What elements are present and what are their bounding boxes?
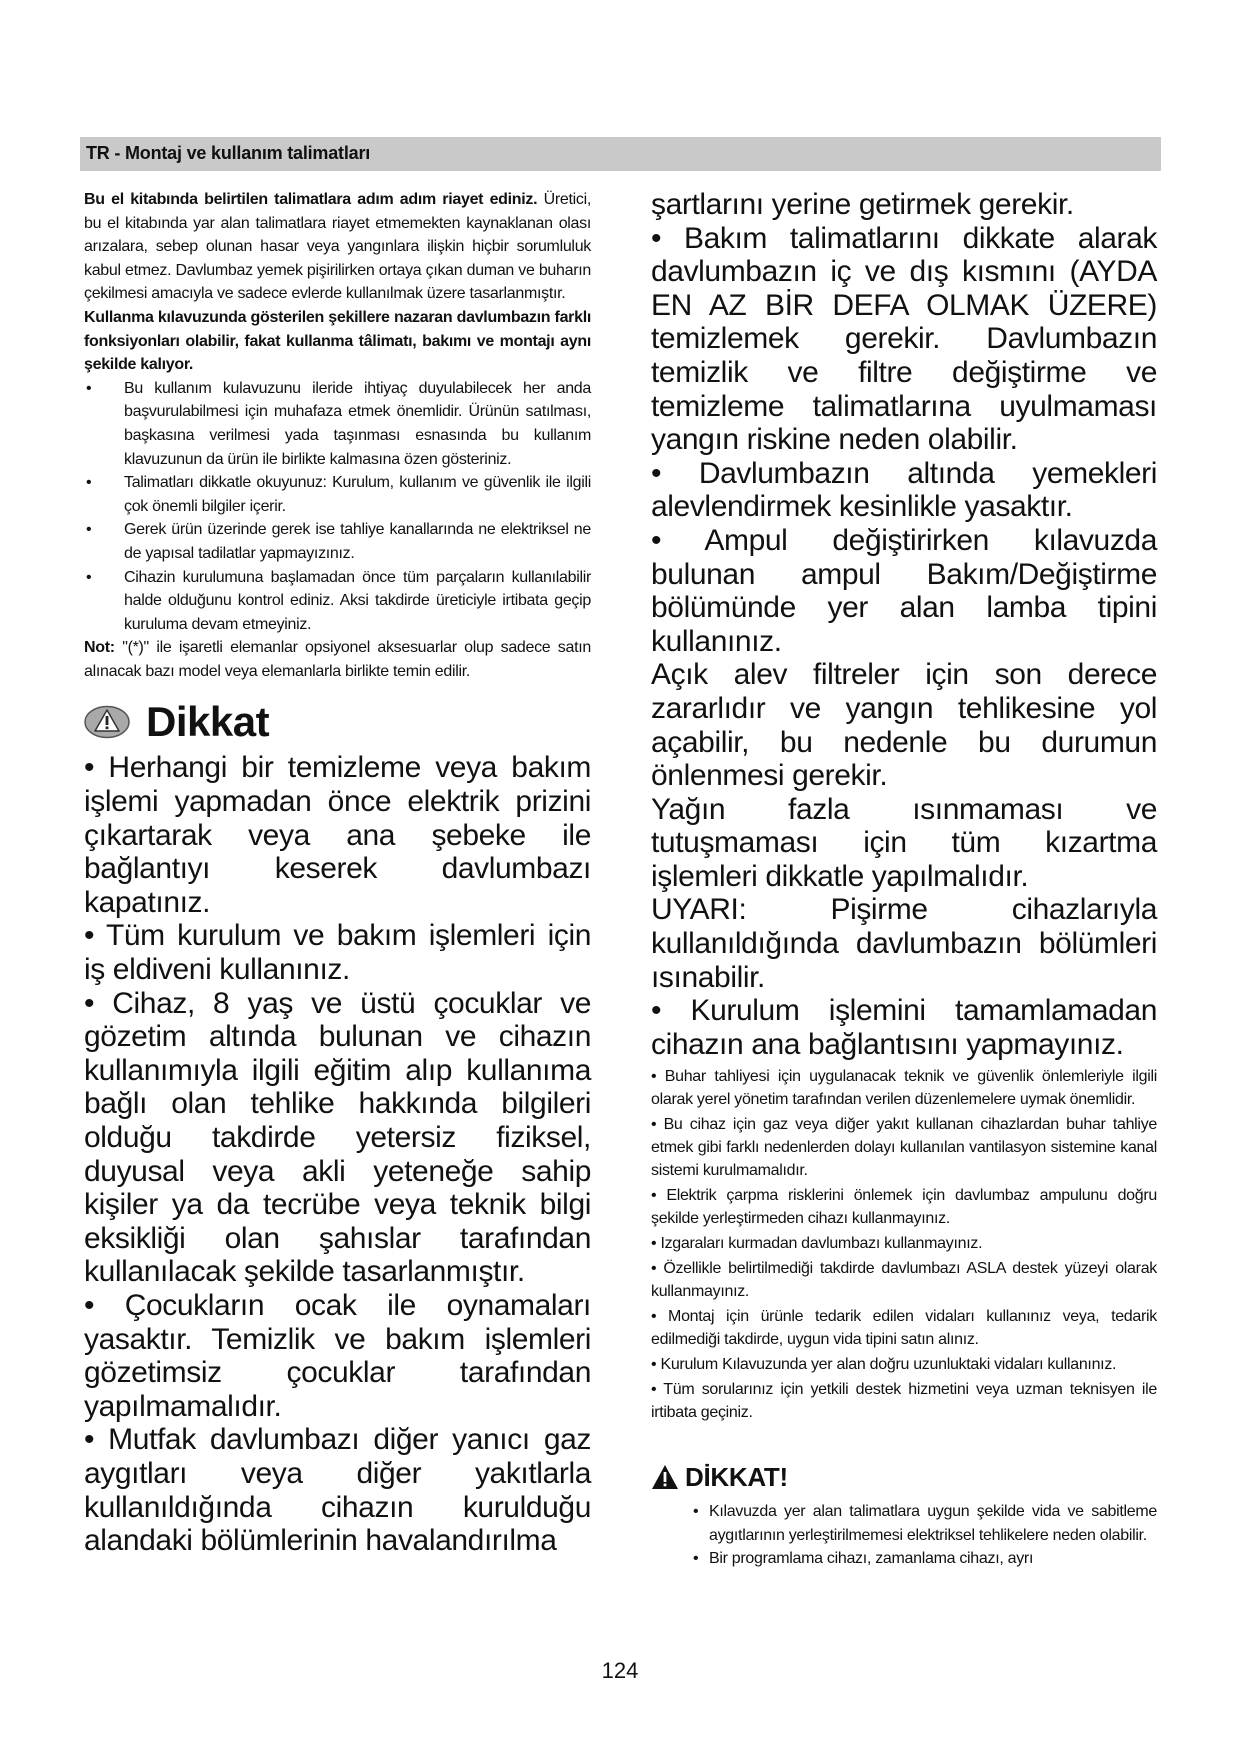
dikkat-paragraph: • Çocukların ocak ile oynamaları yasaktır. Temizlik ve bakım işlemleri gözetimsiz çocuklar tarafından yapılmamalıdır. — [84, 1288, 591, 1423]
list-item: • Cihazin kurulumuna başlamadan önce tüm parçaların kullanılabilir halde olduğunu kontrol ediniz. Aksi takdirde üreticiyle irtibata geçip kuruluma devam etmeyiniz. — [84, 566, 591, 637]
list-item: • Talimatları dikkatle okuyunuz: Kurulum, kullanım ve güvenlik ile ilgili çok önemli bilgiler içerir. — [84, 471, 591, 518]
left-column — [84, 188, 591, 1558]
safety-paragraph: • Bu cihaz için gaz veya diğer yakıt kullanan cihazlardan buhar tahliye etmek gibi farklı nedenlerden dolayı kullanılan vantilasyon sistemine kanal sistemi kurulmamalıdır. — [651, 1116, 1157, 1180]
warning-paragraph: UYARI: Pişirme cihazlarıyla kullanıldığında davlumbazın bölümleri ısınabilir. — [651, 893, 1157, 994]
warning-paragraph: Yağın fazla ısınmaması ve tutuşmaması için tüm kızartma işlemleri dikkatle yapılmalıdır. — [651, 792, 1157, 893]
safety-paragraph: • Elektrik çarpma risklerini önlemek için davlumbaz ampulunu doğru şekilde yerleştirmeden cihazı kullanmayınız. — [651, 1187, 1157, 1228]
dikkat-paragraph: • Mutfak davlumbazı diğer yanıcı gaz aygıtları veya diğer yakıtlarla kullanıldığında cihazın kurulduğu alandaki bölümlerinin havalandırılma — [84, 1423, 591, 1558]
dikkat-paragraph: • Herhangi bir temizleme veya bakım işlemi yapmadan önce elektrik prizini çıkartarak veya ana şebeke ile bağlantıyı keserek davlumbazı kapatınız. — [84, 751, 591, 919]
warning-triangle-icon — [651, 1464, 679, 1490]
list-item: • Bu kullanım kulavuzunu ileride ihtiyaç duyulabilecek her anda başvurulabilmesi için muhafaza etmek önemlidir. Ürünün satılması, başkasına verilmesi yada taşınması esnasında bu kullanım klavuzunun da ürün ile birlikte kalmasına özen gösteriniz. — [84, 377, 591, 471]
page-number: 124 — [601, 1658, 639, 1683]
list-item: • Bir programlama cihazı, zamanlama cihazı, ayrı — [651, 1547, 1157, 1570]
dikkat-title: Dikkat — [146, 698, 270, 746]
safety-paragraph: • Tüm sorularınız için yetkili destek hizmetini veya uzman teknisyen ile irtibata geçiniz. — [651, 1381, 1157, 1422]
dikkat2-heading — [651, 1460, 1157, 1494]
safety-paragraph: • Özellikle belirtilmediği takdirde davlumbazı ASLA destek yüzeyi olarak kullanmayınız. — [651, 1260, 1157, 1301]
dikkat-heading — [84, 697, 591, 747]
dikkat2-list — [651, 1500, 1157, 1570]
intro-text: Üretici, bu el kitabında yar alan talimatlara riayet etmemekten kaynaklanan olası arızalara, sebep olunan hasar veya yangınlara ilişkin hiçbir sorumluluk kabul etmez. Davlumbaz yemek pişirilirken ortaya çıkan duman ve buharın çekilmesi amacıyla ve sadece evlerde kullanılmak üzere tasarlanmıştır. — [84, 191, 592, 303]
warning-paragraph: • Kurulum işlemini tamamlamadan cihazın ana bağlantısını yapmayınız. — [651, 994, 1157, 1061]
section-header — [80, 137, 1161, 171]
warning-paragraph: Açık alev filtreler için son derece zararlıdır ve yangın tehlikesine yol açabilir, bu nedenle bu durumun önlenmesi gerekir. — [651, 658, 1157, 793]
safety-paragraph: • Izgaraları kurmadan davlumbazı kullanmayınız. — [651, 1235, 983, 1253]
warning-paragraph: • Ampul değiştirirken kılavuzda bulunan ampul Bakım/Değiştirme bölümünde yer alan lamba tipini kullanınız. — [651, 523, 1157, 658]
list-item: • Kılavuzda yer alan talimatlara uygun şekilde vida ve sabitleme aygıtlarının yerleştirilmemesi elektriksel tehlikelere neden olabilir. — [651, 1500, 1157, 1547]
dikkat2-title: DİKKAT! — [685, 1461, 788, 1492]
intro-paragraph — [84, 188, 591, 306]
list-item: • Gerek ürün üzerinde gerek ise tahliye kanallarında ne elektriksel ne de yapısal tadilatlar yapmayızınız. — [84, 518, 591, 565]
warning-paragraph: • Davlumbazın altında yemekleri alevlendirmek kesinlikle yasaktır. — [651, 456, 1157, 524]
intro-bold-text: Bu el kitabında belirtilen talimatlara adım adım riayet ediniz. — [84, 191, 538, 208]
dikkat-paragraph: • Cihaz, 8 yaş ve üstü çocuklar ve gözetim altında bulunan ve cihazın kullanımıyla ilgili eğitim alıp kullanıma bağlı olan tehlike hakkında bilgileri olduğu takdirde yetersiz fiziksel, duyusal veya akli yeteneğe sahip kişiler ya da tecrübe veya teknik bilgi eksikliği olan şahıslar tarafından kullanılacak şekilde tasarlanmıştır. — [84, 986, 591, 1289]
instruction-list — [84, 377, 591, 637]
dikkat-paragraph: • Tüm kurulum ve bakım işlemleri için iş eldiveni kullanınız. — [84, 919, 591, 987]
note-text: "(*)" ile işaretli elemanlar opsiyonel aksesuarlar olup sadece satın alınacak bazı model veya elemanlarla birlikte temin edilir. — [84, 639, 591, 680]
safety-paragraph: • Montaj için ürünle tedarik edilen vidaları kullanınız veya, tedarik edilmediği takdirde, uygun vida tipini satın alınız. — [651, 1308, 1157, 1349]
safety-paragraph: • Buhar tahliyesi için uygulanacak teknik ve güvenlik önlemleriyle ilgili olarak yerel yönetim tarafından verilen düzenlemelere uymak önemlidir. — [651, 1068, 1157, 1109]
warning-paragraph: • Bakım talimatlarını dikkate alarak davlumbazın iç ve dış kısmını (AYDA EN AZ BİR DEFA OLMAK ÜZERE) temizlemek gerekir. Davlumbazın temizlik ve filtre değiştirme ve temizleme talimatlarına uyulmaması yangın riskine neden olabilir. — [651, 221, 1157, 457]
note-label: Not: — [84, 639, 115, 657]
warning-icon — [84, 705, 130, 739]
intro-bold-paragraph: Kullanma kılavuzunda gösterilen şekillere nazaran davlumbazın farklı fonksiyonları olabilir, fakat kullanma tâlimatı, bakımı ve montajı aynı şekilde kalıyor. — [84, 308, 591, 374]
warning-paragraph: şartlarını yerine getirmek gerekir. — [651, 188, 1074, 221]
section-title: TR - Montaj ve kullanım talimatları — [86, 143, 371, 163]
safety-paragraph: • Kurulum Kılavuzunda yer alan doğru uzunluktaki vidaları kullanınız. — [651, 1356, 1117, 1374]
right-column — [651, 188, 1157, 1571]
note-paragraph — [84, 636, 591, 683]
